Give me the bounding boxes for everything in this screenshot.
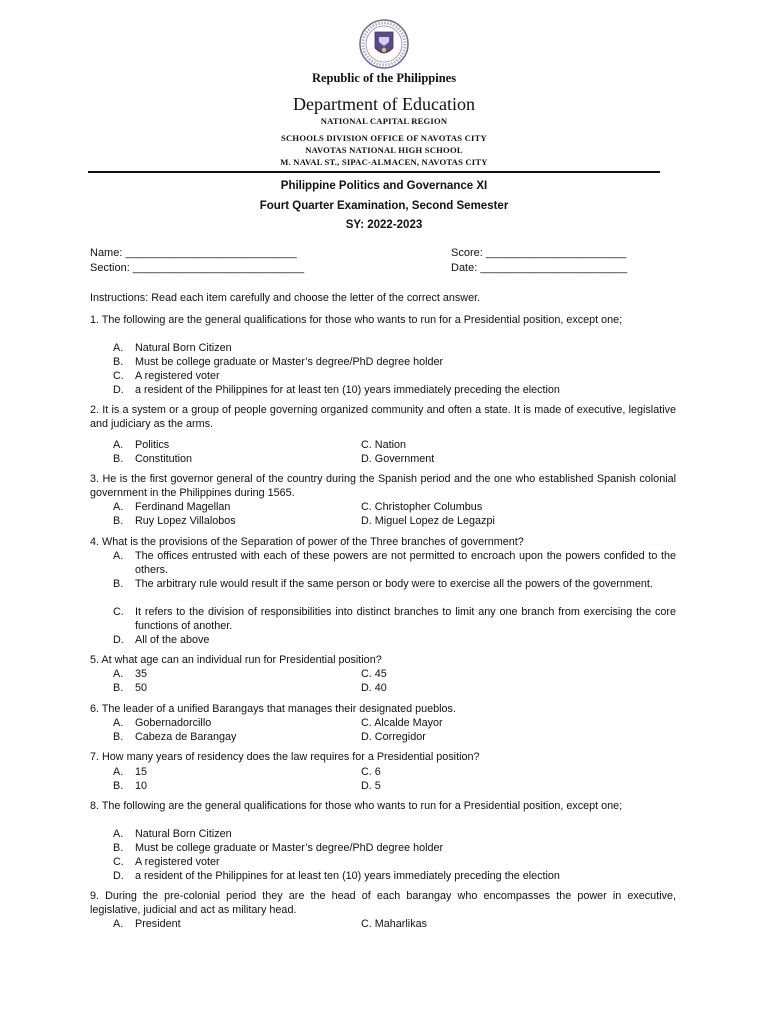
option-letter: B. — [113, 515, 124, 527]
instructions: Instructions: Read each item carefully and choose the letter of the correct answer. — [90, 292, 481, 304]
option-letter: A. — [113, 550, 124, 562]
option-text: Must be college graduate or Master’s degree/PhD degree holder — [135, 842, 444, 854]
option-text: It refers to the division of responsibilities into distinct branches to limit any one branch from exercising the core functions of another. — [135, 606, 676, 632]
option-text: D. Government — [361, 453, 435, 465]
option-letter: C. — [113, 606, 124, 618]
department-heading: Department of Education — [293, 94, 475, 114]
region-line: NATIONAL CAPITAL REGION — [320, 116, 448, 126]
option-text: D. 5 — [361, 780, 381, 792]
option-text: Politics — [135, 439, 170, 451]
date-field[interactable]: Date: ________________________ — [451, 262, 628, 274]
option-letter: B. — [113, 453, 124, 465]
name-field[interactable]: Name: ____________________________ — [90, 247, 297, 259]
option-text: D. Miguel Lopez de Legazpi — [361, 515, 495, 527]
option-text: C. Maharlikas — [361, 918, 427, 930]
option-letter: C. — [113, 856, 124, 868]
option-letter: B. — [113, 356, 124, 368]
option-letter: B. — [113, 842, 124, 854]
option-letter: A. — [113, 766, 124, 778]
option-text: 15 — [135, 766, 148, 778]
option-text: A registered voter — [135, 370, 220, 382]
republic-heading: Republic of the Philippines — [311, 71, 457, 85]
option-text: Natural Born Citizen — [135, 342, 232, 354]
option-letter: A. — [113, 668, 124, 680]
header-divider — [88, 171, 660, 173]
option-letter: B. — [113, 578, 124, 590]
option-text: D. Corregidor — [361, 731, 426, 743]
option-letter: A. — [113, 918, 124, 930]
option-text: President — [135, 918, 181, 930]
option-text: Natural Born Citizen — [135, 828, 232, 840]
option-letter: C. — [113, 370, 124, 382]
option-text: Ferdinand Magellan — [135, 501, 231, 513]
option-text: The arbitrary rule would result if the same person or body were to exercise all the powers of the government. — [135, 578, 653, 590]
division-line: SCHOOLS DIVISION OFFICE OF NAVOTAS CITY — [281, 133, 487, 143]
question-3: 3. He is the first governor general of the country during the Spanish period and the one who established Spanish colonial government in the Philippines during 1565. — [90, 473, 676, 499]
option-letter: D. — [113, 384, 124, 396]
option-letter: A. — [113, 342, 124, 354]
option-letter: B. — [113, 731, 124, 743]
address-line: M. NAVAL ST., SIPAC-ALMACEN, NAVOTAS CITY — [280, 157, 488, 167]
option-letter: B. — [113, 780, 124, 792]
score-field[interactable]: Score: _______________________ — [451, 247, 627, 259]
question-6: 6. The leader of a unified Barangays that manages their designated pueblos. — [90, 703, 456, 715]
question-5: 5. At what age can an individual run for Presidential position? — [90, 654, 382, 666]
option-text: The offices entrusted with each of these powers are not permitted to encroach upon the powers confided to the others. — [135, 550, 676, 576]
option-text: 10 — [135, 780, 148, 792]
question-8: 8. The following are the general qualifications for those who wants to run for a Presidential position, except one; — [90, 800, 623, 812]
option-text: 35 — [135, 668, 148, 680]
option-text: C. Nation — [361, 439, 407, 451]
option-text: Ruy Lopez Villalobos — [135, 515, 236, 527]
option-letter: A. — [113, 501, 124, 513]
option-text: 50 — [135, 682, 148, 694]
option-letter: B. — [113, 682, 124, 694]
option-letter: D. — [113, 870, 124, 882]
option-letter: D. — [113, 634, 124, 646]
option-letter: A. — [113, 717, 124, 729]
option-text: Must be college graduate or Master’s degree/PhD degree holder — [135, 356, 444, 368]
option-text: Cabeza de Barangay — [135, 731, 237, 743]
option-text: Gobernadorcillo — [135, 717, 212, 729]
question-4: 4. What is the provisions of the Separation of power of the Three branches of government? — [90, 536, 524, 548]
question-1: 1. The following are the general qualifications for those who wants to run for a Presidential position, except one; — [90, 314, 623, 326]
option-letter: A. — [113, 828, 124, 840]
option-text: All of the above — [135, 634, 210, 646]
option-text: Constitution — [135, 453, 193, 465]
option-text: D. 40 — [361, 682, 387, 694]
question-9: 9. During the pre-colonial period they are the head of each barangay who encompasses the power in executive, legislative, judicial and act as military head. — [90, 890, 676, 916]
option-text: a resident of the Philippines for at least ten (10) years immediately preceding the election — [135, 870, 560, 882]
option-letter: A. — [113, 439, 124, 451]
question-7: 7. How many years of residency does the law requires for a Presidential position? — [90, 751, 480, 763]
option-text: C. 6 — [361, 766, 381, 778]
section-field[interactable]: Section: ____________________________ — [90, 262, 305, 274]
option-text: A registered voter — [135, 856, 220, 868]
option-text: C. Alcalde Mayor — [361, 717, 443, 729]
question-2: 2. It is a system or a group of people governing organized community and often a state. It is made of executive, legislative and judiciary as the arms. — [90, 404, 676, 430]
option-text: C. Christopher Columbus — [361, 501, 483, 513]
deped-seal-logo — [353, 18, 415, 70]
option-text: C. 45 — [361, 668, 387, 680]
exam-period: Fourt Quarter Examination, Second Semester — [259, 200, 509, 212]
option-text: a resident of the Philippines for at least ten (10) years immediately preceding the election — [135, 384, 560, 396]
school-line: NAVOTAS NATIONAL HIGH SCHOOL — [305, 145, 463, 155]
exam-subject: Philippine Politics and Governance XI — [280, 180, 488, 192]
school-year: SY: 2022-2023 — [345, 219, 423, 231]
